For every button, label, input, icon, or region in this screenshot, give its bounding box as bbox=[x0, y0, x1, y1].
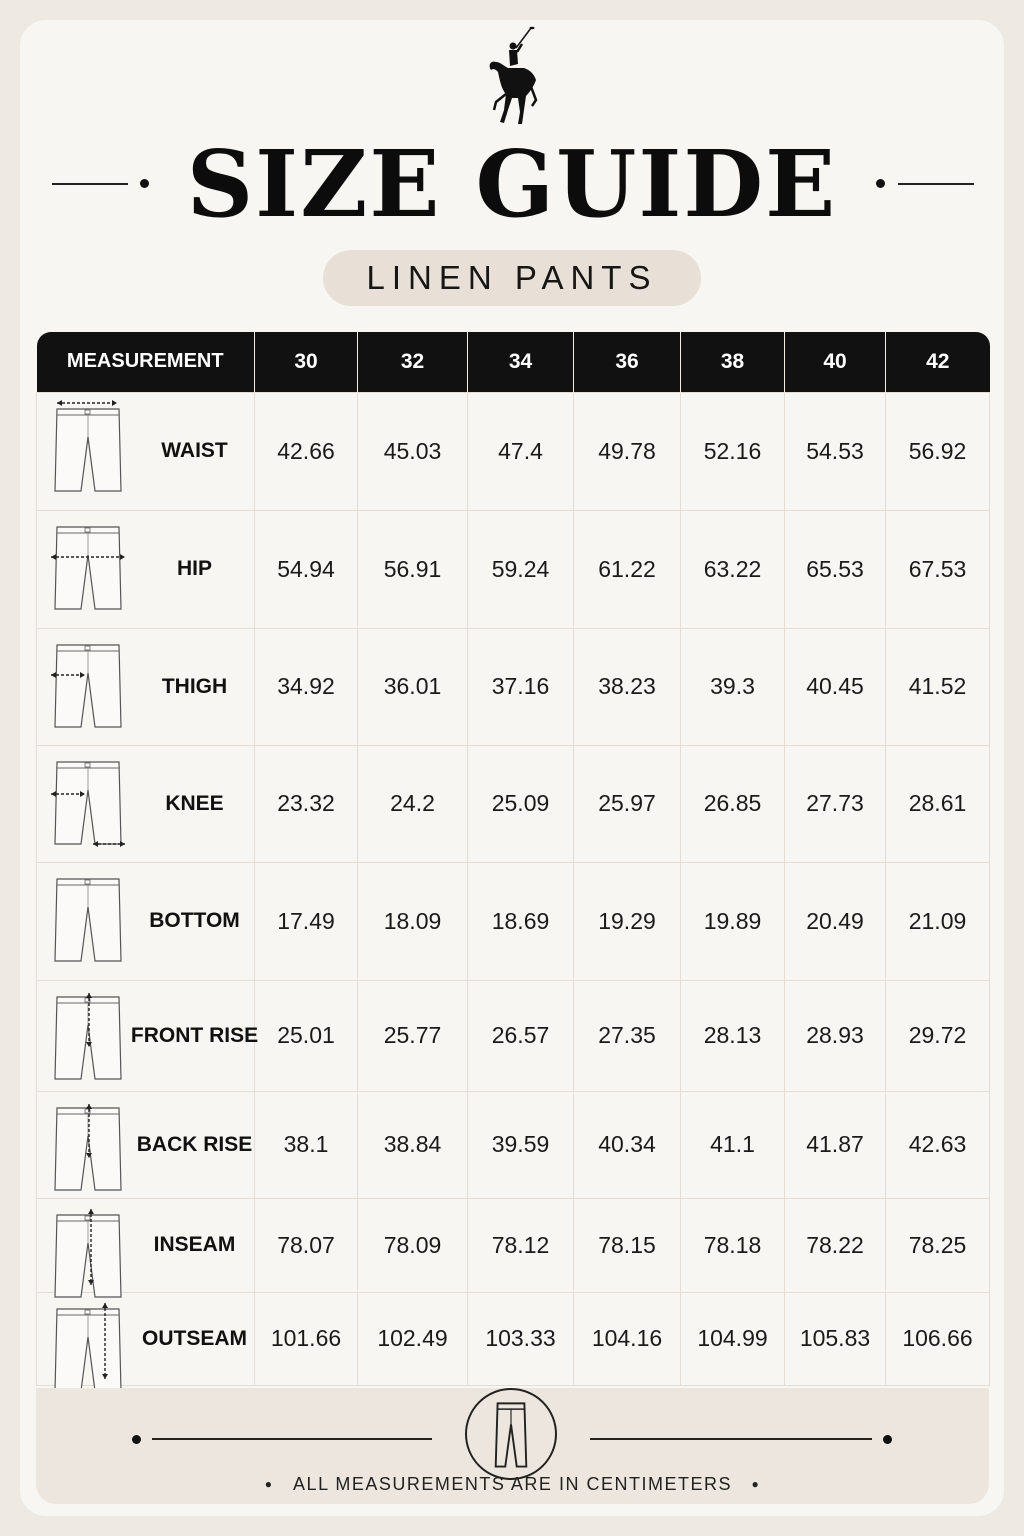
value-cell: 78.12 bbox=[468, 1198, 574, 1292]
measurement-label: BACK RISE bbox=[136, 1132, 253, 1156]
value-cell: 106.66 bbox=[886, 1292, 990, 1385]
measurement-cell bbox=[37, 862, 255, 980]
value-cell: 39.3 bbox=[681, 628, 785, 745]
table-row bbox=[37, 628, 990, 745]
table-row bbox=[37, 980, 990, 1091]
value-cell: 26.85 bbox=[681, 745, 785, 862]
footer bbox=[36, 1388, 989, 1504]
measurement-label: KNEE bbox=[165, 791, 224, 815]
value-cell: 25.77 bbox=[358, 980, 468, 1091]
value-cell: 103.33 bbox=[468, 1292, 574, 1385]
footer-rule-left bbox=[152, 1438, 432, 1440]
value-cell: 37.16 bbox=[468, 628, 574, 745]
measurement-cell bbox=[37, 1198, 255, 1292]
table-row bbox=[37, 1091, 990, 1198]
value-cell: 65.53 bbox=[785, 510, 886, 628]
measurement-label: FRONT RISE bbox=[130, 1023, 259, 1047]
value-cell: 78.15 bbox=[574, 1198, 681, 1292]
value-cell: 56.91 bbox=[358, 510, 468, 628]
measurement-label: INSEAM bbox=[153, 1233, 236, 1256]
value-cell: 41.1 bbox=[681, 1091, 785, 1198]
value-cell: 54.94 bbox=[255, 510, 358, 628]
value-cell: 36.01 bbox=[358, 628, 468, 745]
value-cell: 42.63 bbox=[886, 1091, 990, 1198]
value-cell: 45.03 bbox=[358, 392, 468, 510]
units-note: ● ALL MEASUREMENTS ARE IN CENTIMETERS ● bbox=[264, 1474, 761, 1494]
value-cell: 78.09 bbox=[358, 1198, 468, 1292]
pants-bottom-icon bbox=[47, 869, 131, 965]
measurement-cell bbox=[37, 1292, 255, 1385]
value-cell: 101.66 bbox=[255, 1292, 358, 1385]
value-cell: 26.57 bbox=[468, 980, 574, 1091]
size-column-header: 42 bbox=[886, 332, 990, 392]
pants-waist-icon bbox=[47, 399, 131, 495]
size-column-header: 38 bbox=[681, 332, 785, 392]
size-column-header: 40 bbox=[785, 332, 886, 392]
value-cell: 105.83 bbox=[785, 1292, 886, 1385]
value-cell: 52.16 bbox=[681, 392, 785, 510]
value-cell: 17.49 bbox=[255, 862, 358, 980]
value-cell: 19.29 bbox=[574, 862, 681, 980]
value-cell: 29.72 bbox=[886, 980, 990, 1091]
value-cell: 42.66 bbox=[255, 392, 358, 510]
value-cell: 18.09 bbox=[358, 862, 468, 980]
page-title: SIZE GUIDE bbox=[186, 130, 838, 238]
value-cell: 102.49 bbox=[358, 1292, 468, 1385]
table-row bbox=[37, 1198, 990, 1292]
value-cell: 63.22 bbox=[681, 510, 785, 628]
value-cell: 18.69 bbox=[468, 862, 574, 980]
value-cell: 27.35 bbox=[574, 980, 681, 1091]
value-cell: 40.45 bbox=[785, 628, 886, 745]
measurement-cell bbox=[37, 392, 255, 510]
value-cell: 28.61 bbox=[886, 745, 990, 862]
pants-front-rise-icon bbox=[47, 987, 131, 1083]
title-rule-right bbox=[898, 183, 974, 185]
measurement-cell bbox=[37, 510, 255, 628]
measurement-cell bbox=[37, 628, 255, 745]
value-cell: 41.52 bbox=[886, 628, 990, 745]
pants-outline-icon bbox=[467, 1390, 555, 1478]
table-row bbox=[37, 510, 990, 628]
value-cell: 38.23 bbox=[574, 628, 681, 745]
size-column-header: 34 bbox=[468, 332, 574, 392]
value-cell: 20.49 bbox=[785, 862, 886, 980]
value-cell: 19.89 bbox=[681, 862, 785, 980]
value-cell: 47.4 bbox=[468, 392, 574, 510]
size-column-header: 30 bbox=[255, 332, 358, 392]
product-name-badge: LINEN PANTS bbox=[323, 250, 701, 306]
size-column-header: 36 bbox=[574, 332, 681, 392]
measurement-cell bbox=[37, 980, 259, 1091]
value-cell: 34.92 bbox=[255, 628, 358, 745]
measurement-cell bbox=[37, 745, 255, 862]
title-row bbox=[0, 130, 1024, 238]
pants-back-rise-icon bbox=[47, 1098, 131, 1194]
value-cell: 67.53 bbox=[886, 510, 990, 628]
pants-inseam-icon bbox=[47, 1205, 131, 1301]
value-cell: 104.16 bbox=[574, 1292, 681, 1385]
value-cell: 25.01 bbox=[255, 980, 358, 1091]
pants-knee-icon bbox=[47, 752, 131, 848]
value-cell: 25.97 bbox=[574, 745, 681, 862]
value-cell: 56.92 bbox=[886, 392, 990, 510]
value-cell: 28.13 bbox=[681, 980, 785, 1091]
table-row bbox=[37, 862, 990, 980]
value-cell: 78.18 bbox=[681, 1198, 785, 1292]
title-rule-left bbox=[52, 183, 128, 185]
title-dot-right bbox=[876, 179, 885, 188]
size-table bbox=[36, 332, 990, 1386]
value-cell: 25.09 bbox=[468, 745, 574, 862]
pants-thigh-icon bbox=[47, 635, 131, 731]
measurement-cell bbox=[37, 1091, 255, 1198]
polo-player-icon bbox=[486, 26, 538, 128]
value-cell: 41.87 bbox=[785, 1091, 886, 1198]
value-cell: 40.34 bbox=[574, 1091, 681, 1198]
title-dot-left bbox=[140, 179, 149, 188]
value-cell: 104.99 bbox=[681, 1292, 785, 1385]
table-row bbox=[37, 745, 990, 862]
value-cell: 49.78 bbox=[574, 392, 681, 510]
value-cell: 54.53 bbox=[785, 392, 886, 510]
footer-dot-left bbox=[132, 1435, 141, 1444]
value-cell: 24.2 bbox=[358, 745, 468, 862]
value-cell: 39.59 bbox=[468, 1091, 574, 1198]
value-cell: 27.73 bbox=[785, 745, 886, 862]
value-cell: 38.84 bbox=[358, 1091, 468, 1198]
value-cell: 59.24 bbox=[468, 510, 574, 628]
value-cell: 78.07 bbox=[255, 1198, 358, 1292]
measurement-label: WAIST bbox=[161, 439, 228, 462]
pants-hip-icon bbox=[47, 517, 131, 613]
value-cell: 78.22 bbox=[785, 1198, 886, 1292]
footer-badge bbox=[465, 1388, 557, 1480]
value-cell: 61.22 bbox=[574, 510, 681, 628]
pants-outseam-icon bbox=[47, 1299, 131, 1395]
value-cell: 38.1 bbox=[255, 1091, 358, 1198]
value-cell: 23.32 bbox=[255, 745, 358, 862]
value-cell: 21.09 bbox=[886, 862, 990, 980]
table-row bbox=[37, 1292, 990, 1385]
measurement-label: THIGH bbox=[161, 674, 228, 698]
footer-dot-right bbox=[883, 1435, 892, 1444]
table-row bbox=[37, 392, 990, 510]
measurement-label: BOTTOM bbox=[149, 909, 240, 932]
measurement-label: OUTSEAM bbox=[142, 1326, 247, 1350]
table-header-row bbox=[37, 332, 990, 392]
measurement-column-header: MEASUREMENT bbox=[37, 332, 255, 392]
value-cell: 78.25 bbox=[886, 1198, 990, 1292]
value-cell: 28.93 bbox=[785, 980, 886, 1091]
footer-rule-right bbox=[590, 1438, 872, 1440]
size-column-header: 32 bbox=[358, 332, 468, 392]
measurement-label: HIP bbox=[176, 557, 212, 580]
